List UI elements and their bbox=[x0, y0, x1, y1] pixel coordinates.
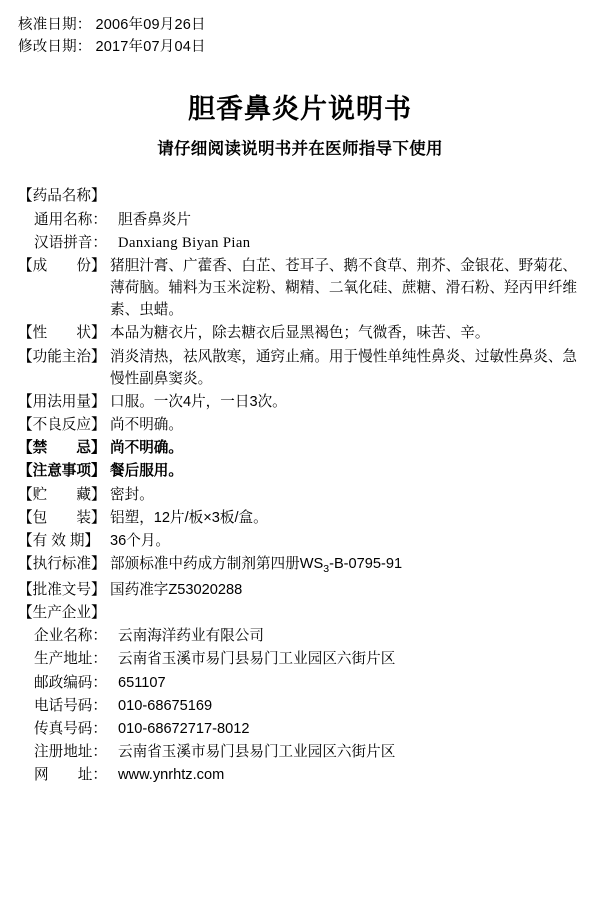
generic-name-value: 胆香鼻炎片 bbox=[118, 211, 191, 228]
indications-value: 消炎清热，祛风散寒，通窍止痛。用于慢性单纯性鼻炎、过敏性鼻炎、急慢性副鼻窦炎。 bbox=[110, 348, 578, 387]
indications-label: 【功能主治】 bbox=[18, 348, 106, 365]
title-block bbox=[18, 93, 582, 159]
pinyin-label: 汉语拼音： bbox=[34, 234, 107, 251]
generic-name-row bbox=[18, 209, 582, 231]
precautions-section bbox=[18, 460, 582, 482]
contraindications-value: 尚不明确。 bbox=[110, 440, 183, 457]
dosage-value: 口服。一次4片，一日3次。 bbox=[110, 393, 287, 410]
dosage-section bbox=[18, 391, 582, 413]
shelf-life-section bbox=[18, 530, 582, 552]
precautions-value: 餐后服用。 bbox=[110, 463, 183, 480]
ingredients-value: 猪胆汁膏、广藿香、白芷、苍耳子、鹅不食草、荆芥、金银花、野菊花、薄荷脑。辅料为玉米淀粉、糊精、二氧化硅、蔗糖、滑石粉、羟丙甲纤维素、虫蜡。 bbox=[110, 257, 578, 319]
shelf-life-value: 36个月。 bbox=[110, 532, 171, 549]
website-value: www.ynrhtz.com bbox=[118, 767, 225, 784]
standard-value bbox=[110, 553, 582, 578]
insert-body bbox=[18, 185, 582, 786]
phone-row bbox=[18, 695, 582, 717]
approval-date-label: 核准日期： bbox=[18, 17, 92, 33]
approval-date-value: 2006年09月26日 bbox=[95, 17, 206, 33]
package-label: 【包 装】 bbox=[18, 509, 106, 526]
shelf-life-label: 【有 效 期】 bbox=[18, 532, 100, 549]
page-title: 胆香鼻炎片说明书 bbox=[188, 93, 412, 124]
adverse-reactions-value: 尚不明确。 bbox=[110, 417, 183, 434]
storage-value: 密封。 bbox=[110, 486, 154, 503]
indications-section bbox=[18, 346, 582, 390]
fax-row bbox=[18, 718, 582, 740]
contraindications-section bbox=[18, 437, 582, 459]
revision-date-label: 修改日期： bbox=[18, 39, 92, 56]
registered-address-value: 云南省玉溪市易门县易门工业园区六街片区 bbox=[118, 744, 396, 761]
ingredients-section bbox=[18, 255, 582, 322]
package-section bbox=[18, 507, 582, 529]
company-name-value: 云南海洋药业有限公司 bbox=[118, 628, 264, 645]
fax-label: 传真号码： bbox=[34, 720, 107, 737]
production-address-label: 生产地址： bbox=[34, 651, 107, 668]
page-subtitle: 请仔细阅读说明书并在医师指导下使用 bbox=[157, 140, 443, 159]
properties-section bbox=[18, 322, 582, 344]
registered-address-label: 注册地址： bbox=[34, 744, 107, 761]
website-row bbox=[18, 764, 582, 786]
phone-value: 010-68675169 bbox=[118, 697, 213, 714]
phone-label: 电话号码： bbox=[34, 697, 107, 714]
approval-date-row bbox=[18, 14, 582, 36]
fax-value: 010-68672717-8012 bbox=[118, 720, 250, 737]
properties-value: 本品为糖衣片，除去糖衣后显黑褐色；气微香，味苦、辛。 bbox=[110, 325, 490, 342]
production-address-value: 云南省玉溪市易门县易门工业园区六街片区 bbox=[118, 651, 396, 668]
postcode-row bbox=[18, 672, 582, 694]
properties-label: 【性 状】 bbox=[18, 325, 106, 342]
storage-label: 【贮 藏】 bbox=[18, 486, 106, 503]
standard-label: 【执行标准】 bbox=[18, 556, 106, 573]
approval-number-value: 国药准字Z53020288 bbox=[110, 581, 243, 598]
adverse-reactions-label: 【不良反应】 bbox=[18, 417, 106, 434]
manufacturer-heading: 【生产企业】 bbox=[18, 605, 106, 622]
company-name-label: 企业名称： bbox=[34, 628, 107, 645]
generic-name-label: 通用名称： bbox=[34, 211, 107, 228]
pinyin-value: Danxiang Biyan Pian bbox=[118, 234, 251, 251]
website-label: 网 址： bbox=[34, 767, 107, 784]
revision-date-row bbox=[18, 36, 582, 58]
postcode-label: 邮政编码： bbox=[34, 674, 107, 691]
standard-value-subscript: 3 bbox=[323, 562, 330, 575]
revision-date-value: 2017年07月04日 bbox=[95, 39, 206, 56]
standard-value-suffix: -B-0795-91 bbox=[329, 556, 403, 573]
adverse-reactions-section bbox=[18, 414, 582, 436]
postcode-value: 651107 bbox=[118, 674, 166, 691]
approval-number-label: 【批准文号】 bbox=[18, 581, 106, 598]
pinyin-row bbox=[18, 232, 582, 254]
ingredients-label: 【成 份】 bbox=[18, 257, 106, 274]
production-address-row bbox=[18, 648, 582, 670]
contraindications-label: 【禁 忌】 bbox=[18, 440, 106, 457]
precautions-label: 【注意事项】 bbox=[18, 463, 106, 480]
storage-section bbox=[18, 484, 582, 506]
standard-value-prefix: 部颁标准中药成方制剂第四册WS bbox=[110, 556, 324, 573]
dosage-label: 【用法用量】 bbox=[18, 393, 106, 410]
standard-section bbox=[18, 553, 582, 578]
registered-address-row bbox=[18, 741, 582, 763]
drug-name-heading: 【药品名称】 bbox=[18, 188, 106, 205]
package-value: 铝塑，12片/板×3板/盒。 bbox=[110, 509, 268, 526]
company-name-row bbox=[18, 625, 582, 647]
approval-number-section bbox=[18, 579, 582, 601]
header-dates bbox=[18, 14, 582, 59]
